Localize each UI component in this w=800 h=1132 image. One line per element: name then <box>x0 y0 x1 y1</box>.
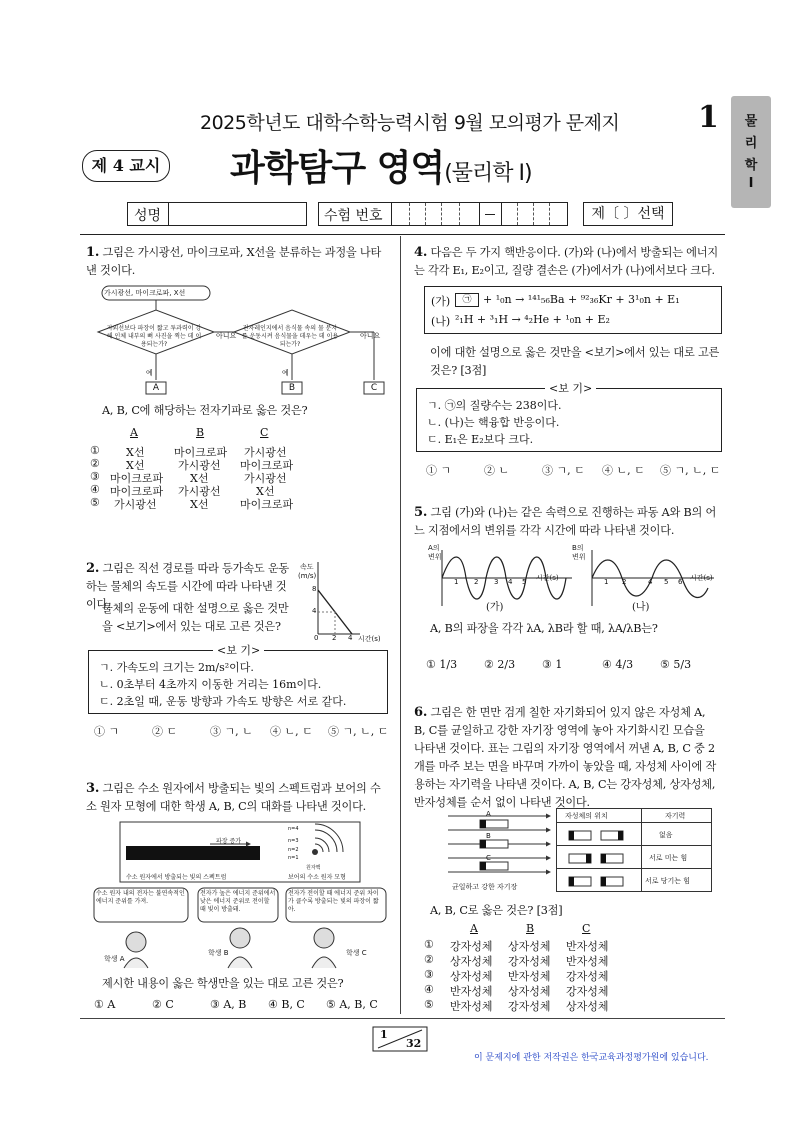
answer-option[interactable]: ② ㄴ <box>484 464 510 477</box>
bogi-item: ㄱ. 가속도의 크기는 2m/s²이다. <box>99 661 254 674</box>
exam-number-box[interactable] <box>318 202 568 226</box>
main-subtitle: (물리학 Ⅰ) <box>444 161 532 186</box>
graph-yunit: (m/s) <box>298 572 317 580</box>
option-cell: 상자성체 <box>566 1000 609 1013</box>
option-marker[interactable]: ② <box>424 953 434 966</box>
graph-ytick: 4 <box>312 607 317 615</box>
option-cell: 마이크로파 <box>240 459 294 472</box>
question-number: 4. <box>414 245 428 260</box>
option-marker[interactable]: ② <box>90 457 100 470</box>
question-prompt: 이에 대한 설명으로 옳은 것만을 <보기>에서 있는 대로 고른 것은? [3점] <box>430 346 720 377</box>
graph-xlabel: 시간(s) <box>358 635 381 643</box>
bogi-item: ㄱ. ㉠의 질량수는 238이다. <box>427 399 562 412</box>
answer-option[interactable]: ⑤ ㄱ, ㄴ, ㄷ <box>328 725 389 738</box>
option-cell: 마이크로파 <box>240 498 294 511</box>
option-marker[interactable]: ③ <box>90 470 100 483</box>
question-6 <box>414 704 718 812</box>
energy-level: n=4 <box>288 826 299 832</box>
options-table <box>418 922 718 1016</box>
graph-xtick: 0 <box>314 634 319 642</box>
figure-label: (나) <box>632 602 650 613</box>
energy-level: n=2 <box>288 847 299 853</box>
option-marker[interactable]: ④ <box>424 983 434 996</box>
answer-option[interactable]: ③ ㄱ, ㄷ <box>542 464 585 477</box>
question-text: 그림은 직선 경로를 따라 등가속도 운동하는 물체의 속도를 시간에 따라 나타낸 것이다. <box>86 562 290 611</box>
answer-option[interactable]: ⑤ 5/3 <box>660 658 692 671</box>
answer-option[interactable]: ⑤ ㄱ, ㄴ, ㄷ <box>660 464 721 477</box>
table-cell: 없음 <box>659 831 673 839</box>
energy-level: n=1 <box>288 855 299 861</box>
question-number: 6. <box>414 705 428 720</box>
question-number: 5. <box>414 505 428 520</box>
bogi-title: <보 기> <box>545 380 596 398</box>
bogi-item: ㄷ. E₁은 E₂보다 크다. <box>427 433 534 446</box>
flow-result-b: B <box>288 383 296 393</box>
graph-xtick: 2 <box>332 634 337 642</box>
option-cell: 마이크로파 <box>174 446 228 459</box>
option-cell: 상자성체 <box>508 985 551 998</box>
exam-title: 2025학년도 대학수학능력시험 9월 모의평가 문제지 <box>200 112 620 134</box>
answer-option[interactable]: ③ A, B <box>210 998 247 1011</box>
wave-xlabel: 시간(s) <box>690 574 713 582</box>
wave-a-label: A의 변위 <box>428 544 442 561</box>
magnet-pairs <box>561 823 639 891</box>
column-header: A <box>470 922 478 935</box>
wave-tick: 4 <box>508 578 513 586</box>
column-header: B <box>526 922 535 935</box>
table-header: 자기력 <box>665 812 686 820</box>
table-cell: 서로 미는 힘 <box>649 854 688 862</box>
subject-tab <box>731 96 771 208</box>
option-cell: 상자성체 <box>450 955 493 968</box>
option-marker[interactable]: ⑤ <box>90 496 100 509</box>
option-cell: 상자성체 <box>508 940 551 953</box>
question-3 <box>86 780 386 816</box>
wave-b-label: B의 변위 <box>572 544 586 561</box>
question-4 <box>414 244 718 280</box>
answer-option[interactable]: ④ B, C <box>268 998 305 1011</box>
option-cell: 가시광선 <box>114 498 157 511</box>
question-number: 2. <box>86 561 100 576</box>
option-cell: 강자성체 <box>508 1000 551 1013</box>
option-marker[interactable]: ⑤ <box>424 998 434 1011</box>
flow-top-label: 가시광선, 마이크로파, X선 <box>104 289 186 297</box>
name-box[interactable] <box>127 202 307 226</box>
wave-xlabel: 시간(s) <box>536 574 559 582</box>
student-label: 학생 A <box>104 955 125 963</box>
flow-result-c: C <box>370 383 378 393</box>
main-title-text: 과학탐구 영역 <box>230 148 445 189</box>
reaction-label: (나) <box>431 315 451 328</box>
option-marker[interactable]: ① <box>424 938 434 951</box>
magnet-label: C <box>486 854 491 862</box>
field-caption: 균일하고 강한 자기장 <box>452 883 518 891</box>
spectrum-caption: 수소 원자에서 방출되는 빛의 스펙트럼 <box>126 874 227 881</box>
question-prompt: A, B, C에 해당하는 전자기파로 옳은 것은? <box>102 404 308 417</box>
option-cell: 반자성체 <box>450 1000 493 1013</box>
option-cell: X선 <box>190 472 209 485</box>
bogi-title: <보 기> <box>213 642 264 660</box>
question-prompt: 제시한 내용이 옳은 학생만을 있는 대로 고른 것은? <box>102 977 344 990</box>
answer-option[interactable]: ④ 4/3 <box>602 658 634 671</box>
question-prompt: 물체의 운동에 대한 설명으로 옳은 것만을 <보기>에서 있는 대로 고른 것은? <box>102 602 289 633</box>
option-cell: 가시광선 <box>178 459 221 472</box>
option-cell: 반자성체 <box>450 985 493 998</box>
question-5 <box>414 504 718 540</box>
energy-level: n=3 <box>288 838 299 844</box>
reaction-equation: + ¹₀n → ¹⁴¹₅₆Ba + ⁹²₃₆Kr + 3¹₀n + E₁ <box>483 293 680 306</box>
magnetic-field-figure <box>440 808 560 880</box>
main-title <box>230 140 532 191</box>
question-1 <box>86 244 386 280</box>
question-prompt: A, B의 파장을 각각 λA, λB라 할 때, λA/λB는? <box>430 622 658 635</box>
option-marker[interactable]: ④ <box>90 483 100 496</box>
page-total: 32 <box>406 1037 422 1050</box>
table-cell: 서로 당기는 힘 <box>645 877 691 885</box>
answer-option[interactable]: ② ㄷ <box>152 725 178 738</box>
speech-bubble-c: 전자가 전이할 때 에너지 준위 차이가 클수록 방출되는 빛의 파장이 짧아. <box>288 890 379 913</box>
subject-tab-char: Ⅰ <box>748 176 754 191</box>
subject-tab-char: 학 <box>744 158 758 173</box>
question-text: 다음은 두 가지 핵반응이다. (가)와 (나)에서 방출되는 에너지는 각각 E₁, E₂이고, 질량 결손은 (가)에서가 (나)에서보다 크다. <box>414 246 719 277</box>
flow-no-label: 아니요 <box>360 332 381 340</box>
graph-ytick: 8 <box>312 585 317 593</box>
option-cell: X선 <box>126 446 145 459</box>
question-text: 그림은 한 면만 검게 칠한 자기화되어 있지 않은 자성체 A, B, C를 균일하고 강한 자기장 영역에 놓아 자기화시킨 모습을 나타낸 것이다. 표는 그림의 자기장 영역에서 꺼낸 A, B, C 중 2개를 마주 보는 면을 바꾸며 가까이 놓았을 때, 자성체 사이에 작용하는 자기력을 나타낸 것이다. A, B, C는 강자성체, 상자성체, 반자성체를 순서 없이 나타낸 것이다. <box>414 706 717 809</box>
option-cell: 상자성체 <box>450 970 493 983</box>
option-cell: 반자성체 <box>566 955 609 968</box>
question-prompt: A, B, C로 옳은 것은? [3점] <box>430 904 563 917</box>
option-cell: 가시광선 <box>244 446 287 459</box>
period-badge: 제 4 교시 <box>82 150 170 182</box>
exam-number-label: 수험 번호 <box>324 208 383 224</box>
subject-tab-char: 물 <box>744 114 758 129</box>
wave-tick: 4 <box>648 578 653 586</box>
wavelength-increase-label: 파장 증가 <box>216 838 242 845</box>
option-cell: 강자성체 <box>566 985 609 998</box>
answer-option[interactable]: ③ 1 <box>542 658 563 671</box>
wave-tick: 2 <box>622 578 627 586</box>
option-marker[interactable]: ③ <box>424 968 434 981</box>
copyright-notice: 이 문제지에 관한 저작권은 한국교육과정평가원에 있습니다. <box>474 1053 709 1063</box>
question-text: 그림은 가시광선, 마이크로파, X선을 분류하는 과정을 나타낸 것이다. <box>86 246 382 277</box>
student-label: 학생 B <box>208 949 229 957</box>
options-table <box>86 426 386 526</box>
flow-result-a: A <box>152 383 160 393</box>
bogi-box <box>416 382 722 452</box>
column-header: B <box>196 426 205 439</box>
option-cell: 가시광선 <box>178 485 221 498</box>
wave-tick: 3 <box>494 578 499 586</box>
option-cell: X선 <box>126 459 145 472</box>
option-cell: 마이크로파 <box>110 472 164 485</box>
answer-option[interactable]: ① ㄱ <box>94 725 120 738</box>
question-text: 그림 (가)와 (나)는 같은 속력으로 진행하는 파동 A와 B의 어느 지점에서의 변위를 각각 시간에 따라 나타낸 것이다. <box>414 506 717 537</box>
wave-tick: 1 <box>604 578 609 586</box>
column-header: C <box>582 922 591 935</box>
answer-option[interactable]: ④ ㄴ, ㄷ <box>270 725 313 738</box>
option-cell: 반자성체 <box>508 970 551 983</box>
student-label: 학생 C <box>346 949 367 957</box>
bogi-item: ㄴ. (나)는 핵융합 반응이다. <box>427 416 560 429</box>
option-cell: 강자성체 <box>566 970 609 983</box>
flow-yes-label: 예 <box>282 369 289 377</box>
question-number: 3. <box>86 781 100 796</box>
reaction-box <box>424 286 722 334</box>
page-current: 1 <box>380 1028 388 1041</box>
unknown-nucleus-box: ㉠ <box>455 293 479 307</box>
figure-label: (가) <box>486 602 504 613</box>
question-number: 1. <box>86 245 100 260</box>
magnetic-force-table <box>556 808 712 892</box>
answer-option[interactable]: ① ㄱ <box>426 464 452 477</box>
speech-bubble-a: 수소 원자 내의 전자는 불연속적인 에너지 준위를 가져. <box>96 890 185 905</box>
magnet-label: A <box>486 810 491 818</box>
page-number-large: 1 <box>698 100 719 135</box>
answer-option[interactable]: ② C <box>152 998 174 1011</box>
bogi-box <box>88 644 388 714</box>
option-cell: 강자성체 <box>450 940 493 953</box>
flow-question-2: 전자레인지에서 음식물 속의 물 분자를 운동시켜 음식물을 데우는 데 이용되는가? <box>241 325 339 348</box>
column-header: C <box>260 426 269 439</box>
answer-option[interactable]: ⑤ A, B, C <box>326 998 378 1011</box>
speech-bubble-b: 전자가 높은 에너지 준위에서 낮은 에너지 준위로 전이할 때 빛이 방출돼. <box>200 890 276 913</box>
option-cell: X선 <box>256 485 275 498</box>
flow-yes-label: 예 <box>146 369 153 377</box>
answer-option[interactable]: ② 2/3 <box>484 658 516 671</box>
nucleus-label: 원자핵 <box>306 865 321 871</box>
graph-xtick: 4 <box>348 634 353 642</box>
question-text: 그림은 수소 원자에서 방출되는 빛의 스펙트럼과 보어의 수소 원자 모형에 대한 학생 A, B, C의 대화를 나타낸 것이다. <box>86 782 381 813</box>
answer-option[interactable]: ④ ㄴ, ㄷ <box>602 464 645 477</box>
reaction-label: (가) <box>431 295 451 308</box>
model-caption: 보어의 수소 원자 모형 <box>288 874 346 881</box>
option-cell: 가시광선 <box>244 472 287 485</box>
name-label: 성명 <box>134 208 162 224</box>
wave-tick: 5 <box>664 578 669 586</box>
option-cell: 강자성체 <box>508 955 551 968</box>
wave-tick: 1 <box>454 578 459 586</box>
bogi-item: ㄴ. 0초부터 4초까지 이동한 거리는 16m이다. <box>99 678 322 691</box>
graph-ylabel: 속도 <box>300 563 314 571</box>
bogi-item: ㄷ. 2초일 때, 운동 방향과 가속도 방향은 서로 같다. <box>99 695 347 708</box>
flow-question-1: 자외선보다 파장이 짧고 투과력이 강해 인체 내부의 뼈 사진을 찍는 데 이용되는가? <box>106 325 202 348</box>
table-header: 자성체의 위치 <box>565 812 608 820</box>
wave-tick: 6 <box>678 578 683 586</box>
answer-option[interactable]: ① A <box>94 998 116 1011</box>
reaction-equation: ²₁H + ³₁H → ⁴₂He + ¹₀n + E₂ <box>455 313 610 326</box>
option-cell: X선 <box>190 498 209 511</box>
option-cell: 반자성체 <box>566 940 609 953</box>
choice-box[interactable]: 제〔 〕선택 <box>583 202 673 226</box>
answer-option[interactable]: ① 1/3 <box>426 658 458 671</box>
magnet-label: B <box>486 832 491 840</box>
flow-no-label: 아니요 <box>216 332 237 340</box>
answer-option[interactable]: ③ ㄱ, ㄴ <box>210 725 253 738</box>
column-header: A <box>130 426 138 439</box>
subject-tab-char: 리 <box>744 136 758 151</box>
wave-tick: 2 <box>474 578 479 586</box>
option-cell: 마이크로파 <box>110 485 164 498</box>
option-marker[interactable]: ① <box>90 444 100 457</box>
wave-tick: 5 <box>522 578 527 586</box>
